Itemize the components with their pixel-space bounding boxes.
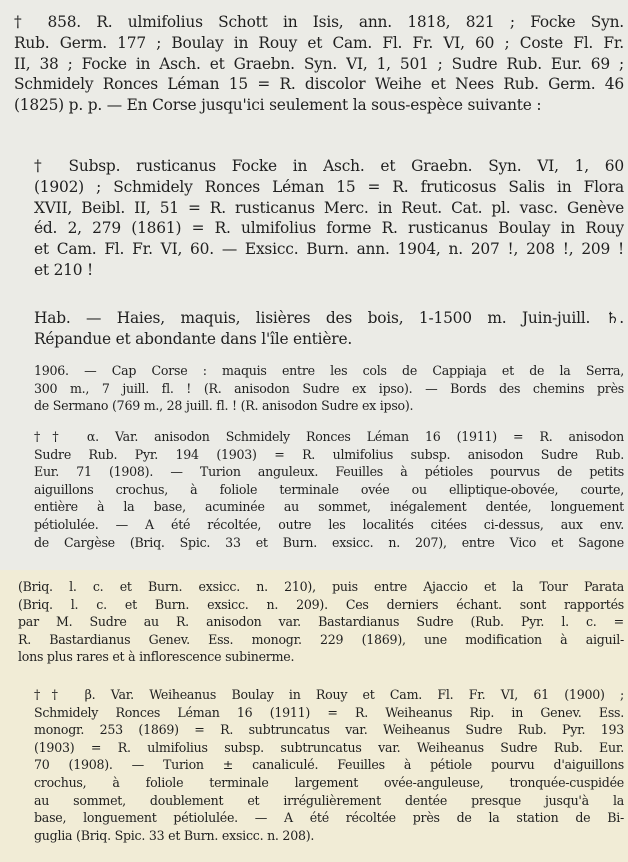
text-line: par M. Sudre au R. anisodon var. Bastardianus Sudre (Rub. Pyr. l. c. = [18,614,624,630]
text-line: Sudre Rub. Pyr. 194 (1903) = R. ulmifolius subsp. anisodon Sudre Rub. [34,446,624,462]
text-line: † 858. R. ulmifolius Schott in Isis, ann. 1818, 821 ; Focke Syn. [14,13,624,31]
text-line: 70 (1908). — Turion ± canaliculé. Feuilles à pétiole pourvu d'aiguillons [34,757,624,773]
text-line: Répandue et abondante dans l'île entière. [34,329,353,348]
text-line: (1903) = R. ulmifolius subsp. subtruncatus var. Weiheanus Sudre Rub. Eur. [34,739,624,755]
text-line: XVII, Beibl. II, 51 = R. rusticanus Merc. in Reut. Cat. pl. vasc. Genève [34,198,624,217]
habitat-paragraph [14,308,624,350]
text-line: guglia (Briq. Spic. 33 et Burn. exsicc. n. 208). [34,827,315,843]
text-line: et Cam. Fl. Fr. VI, 60. — Exsicc. Burn. ann. 1904, n. 207 !, 208 !, 209 ! [34,240,624,259]
text-line: R. Bastardianus Genev. Ess. monogr. 229 (1869), une modification à aiguil- [18,631,624,647]
text-line: (Briq. l. c. et Burn. exsicc. n. 209). Ces derniers échant. sont rapportés [18,596,624,612]
text-line: Schmidely Ronces Léman 16 (1911) = R. Weiheanus Rip. in Genev. Ess. [34,704,624,720]
text-line: au sommet, doublement et irrégulièrement dentée presque jusqu'à la [34,792,624,808]
text-line: aiguillons crochus, à foliole terminale ovée ou elliptique-obovée, courte, [34,481,624,497]
subspecies-rusticanus-entry [14,156,624,281]
lower-page-scan [0,570,628,862]
text-line: II, 38 ; Focke in Asch. et Graebn. Syn. VI, 1, 501 ; Sudre Rub. Eur. 69 ; [14,54,624,73]
text-line: base, longuement pétiolulée. — A été récoltée près de la station de Bi- [34,810,624,826]
text-line: de Sermano (769 m., 28 juill. fl. ! (R. anisodon Sudre ex ipso). [34,398,414,414]
text-line: Rub. Germ. 177 ; Boulay in Rouy et Cam. Fl. Fr. VI, 60 ; Coste Fl. Fr. [14,33,624,52]
locality-1906-paragraph [14,362,624,415]
variety-weiheanus-entry [14,686,624,844]
text-line: monogr. 253 (1869) = R. subtruncatus var. Weiheanus Sudre Rub. Pyr. 193 [34,722,624,738]
text-line: crochus, à foliole terminale largement ovée-anguleuse, tronquée-cuspidée [34,774,624,790]
text-line: entière à la base, acuminée au sommet, inégalement dentée, longuement [34,499,624,515]
text-line: †† β. Var. Weiheanus Boulay in Rouy et Cam. Fl. Fr. VI, 61 (1900) ; [34,687,624,702]
text-line: (1825) p. p. — En Corse jusqu'ici seulement la sous-espèce suivante : [14,96,542,115]
text-line: Hab. — Haies, maquis, lisières des bois, 1-1500 m. Juin-juill. ♄. [34,309,624,327]
text-line: pétiolulée. — A été récoltée, outre les localités citées ci-dessus, aux env. [34,516,624,532]
text-line: Schmidely Ronces Léman 15 = R. discolor Weihe et Nees Rub. Germ. 46 [14,75,624,94]
text-line: 1906. — Cap Corse : maquis entre les cols de Cappiaja et de la Serra, [34,363,624,378]
text-line: lons plus rares et à inflorescence subinerme. [18,649,295,665]
species-858-entry [14,12,624,116]
text-line: (1902) ; Schmidely Ronces Léman 15 = R. fruticosus Salis in Flora [34,177,624,196]
text-line: Eur. 71 (1908). — Turion anguleux. Feuilles à pétioles pourvus de petits [34,464,624,480]
text-line: 300 m., 7 juill. fl. ! (R. anisodon Sudre ex ipso). — Bords des chemins près [34,380,624,396]
text-line: † Subsp. rusticanus Focke in Asch. et Graebn. Syn. VI, 1, 60 [34,157,624,175]
variety-anisodon-entry [14,428,624,551]
text-line: †† α. Var. anisodon Schmidely Ronces Léman 16 (1911) = R. anisodon [34,429,624,444]
bastardianus-paragraph [18,578,624,666]
text-line: éd. 2, 279 (1861) = R. ulmifolius forme R. rusticanus Boulay in Rouy [34,219,624,238]
text-line: et 210 ! [34,260,94,279]
text-line: de Cargèse (Briq. Spic. 33 et Burn. exsicc. n. 207), entre Vico et Sagone [34,534,624,550]
text-line: (Briq. l. c. et Burn. exsicc. n. 210), puis entre Ajaccio et la Tour Parata [18,579,624,594]
